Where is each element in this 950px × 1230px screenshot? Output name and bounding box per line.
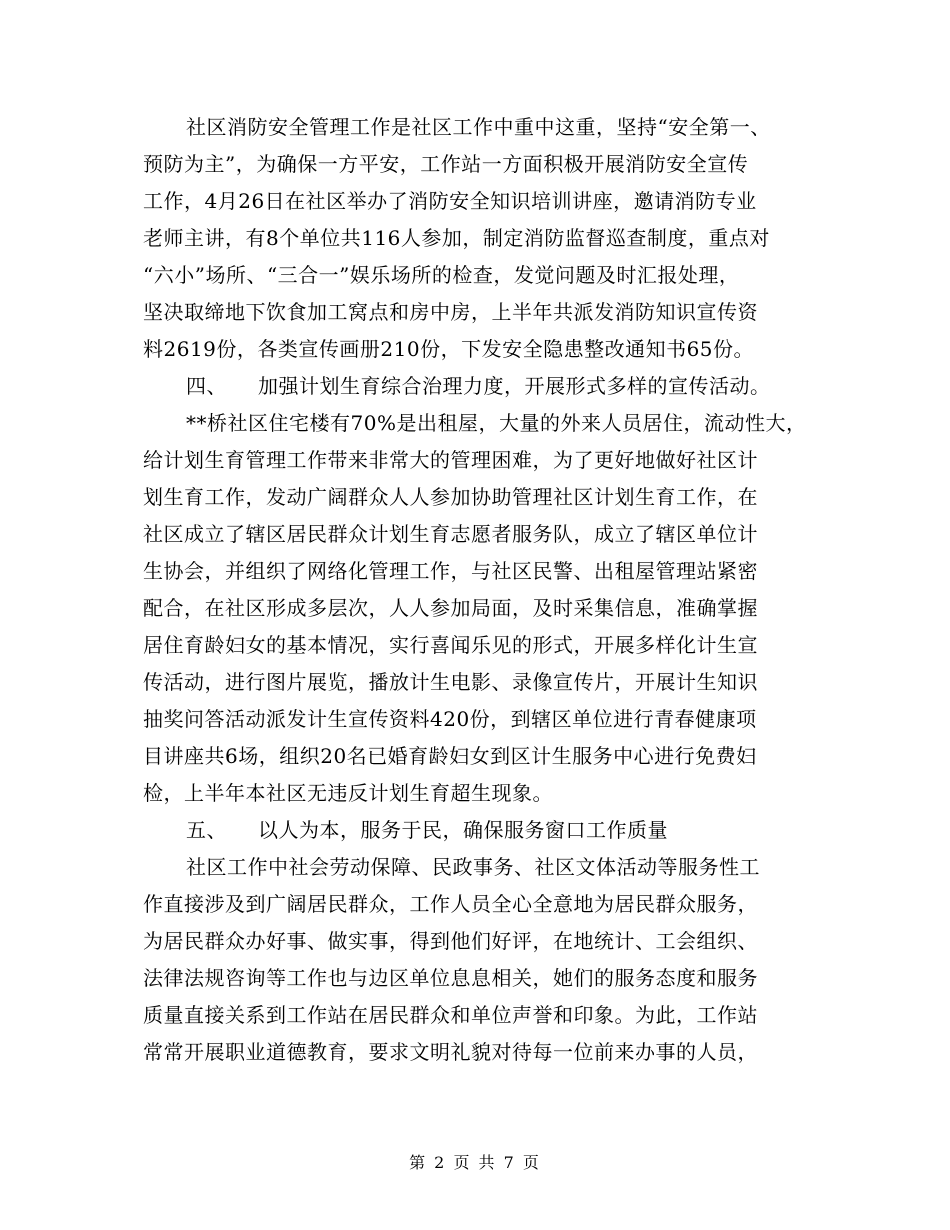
paragraph-line: 预防为主”，为确保一方平安，工作站一方面积极开展消防安全宣传 <box>143 152 749 176</box>
paragraph-line: 坚决取缔地下饮食加工窝点和房中房，上半年共派发消防知识宣传资 <box>143 300 758 324</box>
paragraph-line: 配合，在社区形成多层次，人人参加局面，及时采集信息，准确掌握 <box>143 596 758 620</box>
page-number: 第 2 页 共 7 页 <box>409 1153 541 1172</box>
paragraph-line: 目讲座共6场，组织20名已婚育龄妇女到区计生服务中心进行免费妇 <box>143 744 757 768</box>
paragraph-line: 居住育龄妇女的基本情况，实行喜闻乐见的形式，开展多样化计生宣 <box>143 633 758 657</box>
paragraph-line: **桥社区住宅楼有70%是出租屋，大量的外来人员居住，流动性大， <box>186 411 807 435</box>
paragraph-line: “六小”场所、“三合一”娱乐场所的检查，发觉问题及时汇报处理， <box>143 263 740 287</box>
section-heading: 四、 加强计划生育综合治理力度，开展形式多样的宣传活动。 <box>186 374 771 398</box>
paragraph-line: 料2619份，各类宣传画册210份，下发安全隐患整改通知书65份。 <box>143 337 755 361</box>
paragraph-line: 传活动，进行图片展览，播放计生电影、录像宣传片，开展计生知识 <box>143 670 758 694</box>
paragraph-line: 给计划生育管理工作带来非常大的管理困难，为了更好地做好社区计 <box>143 448 758 472</box>
paragraph-line: 社区工作中社会劳动保障、民政事务、社区文体活动等服务性工 <box>186 855 760 879</box>
paragraph-line: 常常开展职业道德教育，要求文明礼貌对待每一位前来办事的人员， <box>143 1040 758 1064</box>
paragraph-line: 质量直接关系到工作站在居民群众和单位声誉和印象。为此，工作站 <box>143 1003 758 1027</box>
paragraph-line: 生协会，并组织了网络化管理工作，与社区民警、出租屋管理站紧密 <box>143 559 758 583</box>
paragraph-line: 社区成立了辖区居民群众计划生育志愿者服务队，成立了辖区单位计 <box>143 522 758 546</box>
paragraph-line: 划生育工作，发动广阔群众人人参加协助管理社区计划生育工作，在 <box>143 485 758 509</box>
section-heading: 五、 以人为本，服务于民，确保服务窗口工作质量 <box>186 818 668 842</box>
paragraph-line: 作直接涉及到广阔居民群众，工作人员全心全意地为居民群众服务， <box>143 892 758 916</box>
paragraph-line: 法律法规咨询等工作也与边区单位息息相关，她们的服务态度和服务 <box>143 966 758 990</box>
paragraph-line: 为居民群众办好事、做实事，得到他们好评，在地统计、工会组织、 <box>143 929 758 953</box>
paragraph-line: 检，上半年本社区无违反计划生育超生现象。 <box>143 781 553 805</box>
paragraph-line: 老师主讲，有8个单位共116人参加，制定消防监督巡查制度，重点对 <box>143 226 770 250</box>
paragraph-line: 社区消防安全管理工作是社区工作中重中这重，坚持“安全第一、 <box>186 115 771 139</box>
paragraph-line: 抽奖问答活动派发计生宣传资料420份，到辖区单位进行青春健康项 <box>143 707 757 731</box>
paragraph-line: 工作，4月26日在社区举办了消防安全知识培训讲座，邀请消防专业 <box>143 189 757 213</box>
